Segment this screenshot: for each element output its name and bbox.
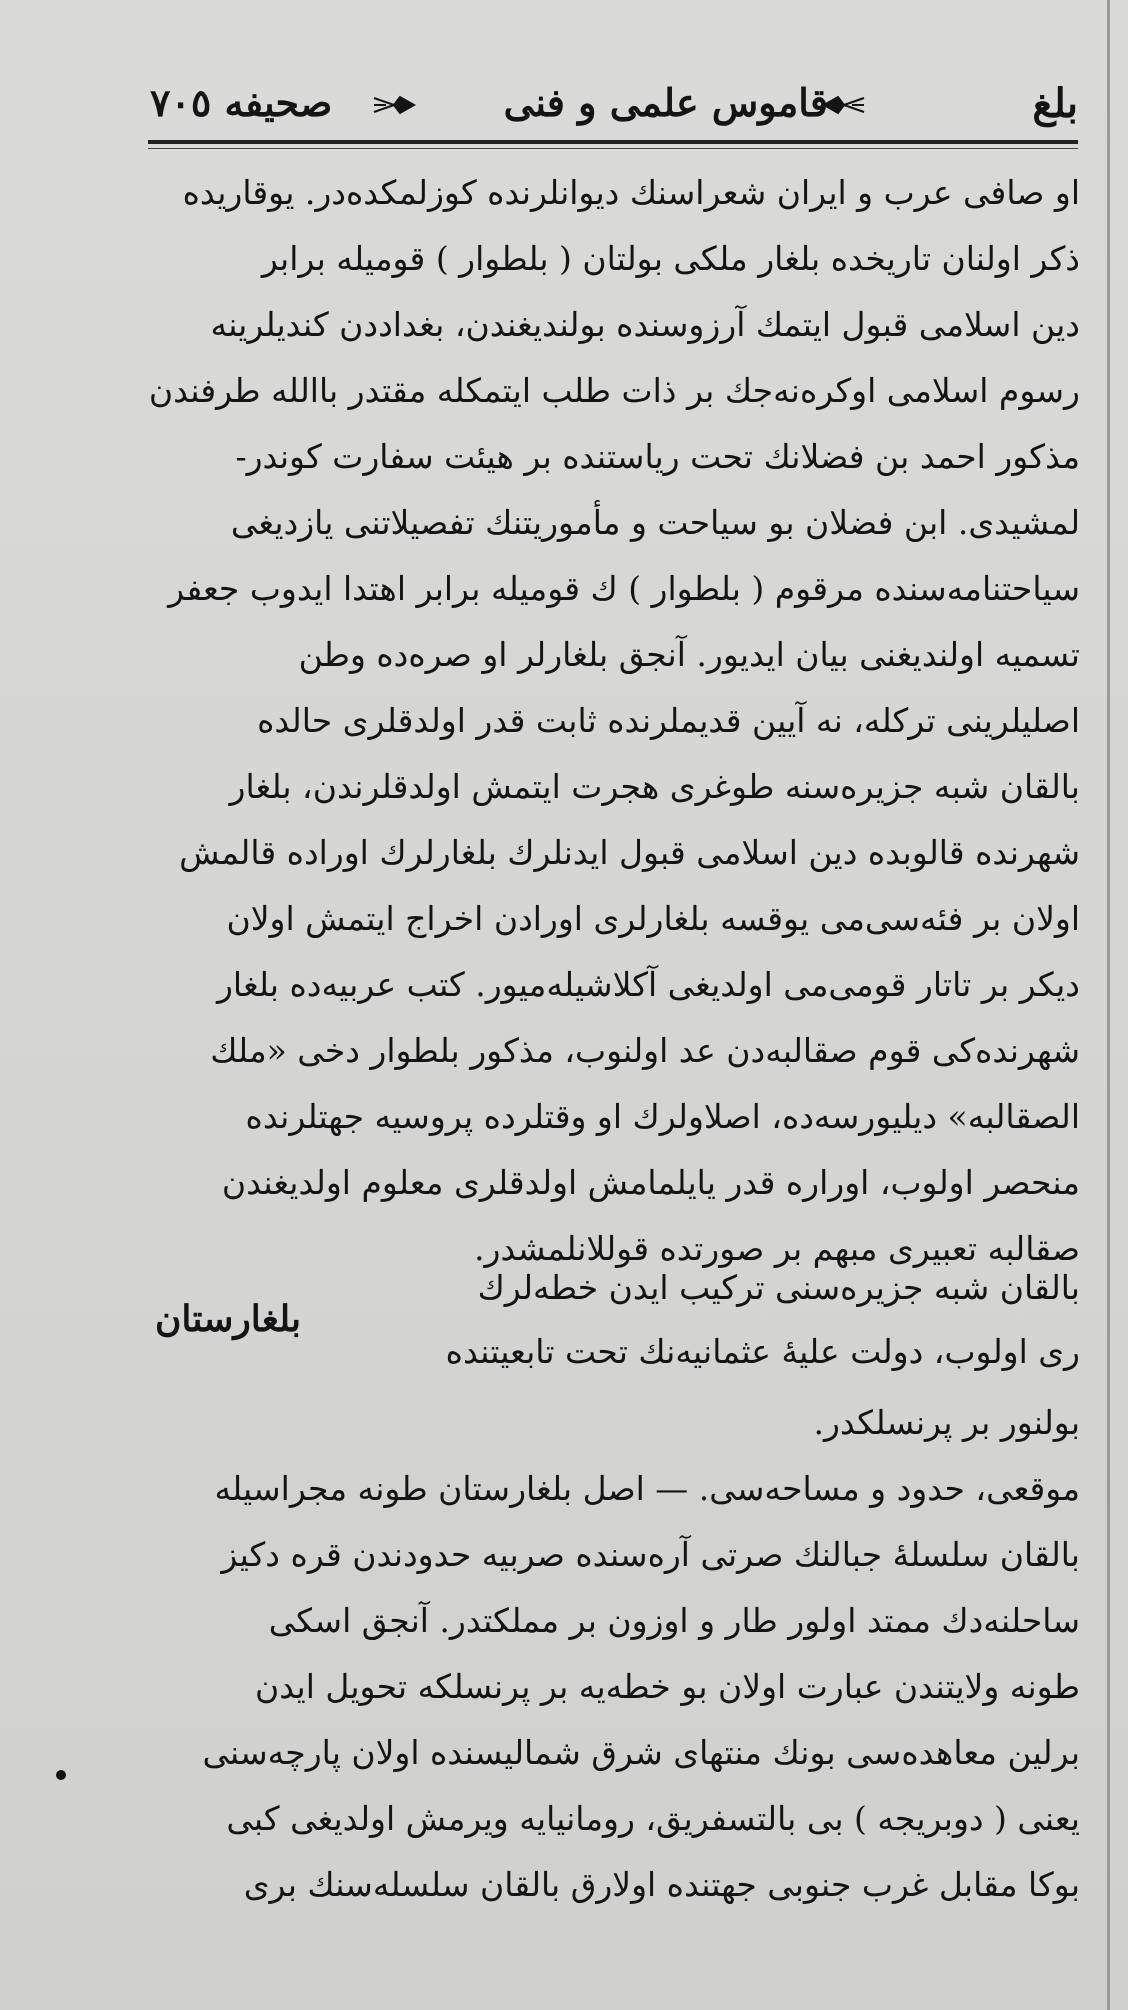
page-number: صحیفه ٧٠٥ [150,80,333,125]
text-line: یعنی ( دوبریجه ) بی بالتسفریق، رومانیایه ویرمش اولدیغی کبی [226,1799,1080,1838]
header-rule-thin [148,148,1078,149]
text-line: برلین معاهده‌سی بونك منتهای شرق شمالیسنده اولان پارچه‌سنی [202,1733,1080,1772]
header-title: قاموس علمی و فنی [503,80,828,125]
text-line: او صافی عرب و ایران شعراسنك دیوانلرنده کوزلمکده‌در. یوقاریده [182,173,1080,212]
text-line: طونه ولایتندن عبارت اولان بو خطه‌یه بر پرنسلکه تحویل ایدن [254,1667,1080,1706]
text-line: لمشیدی. ابن فضلان بو سیاحت و مأموریتنك تفصیلاتنی یازدیغی [230,503,1080,542]
text-line: ذکر اولنان تاریخده بلغار ملکی بولتان ( بلطوار ) قومیله برابر [261,239,1080,278]
text-line: ساحلنه‌دك ممتد اولور طار و اوزون بر مملکتدر. آنجق اسکی [268,1601,1080,1640]
section-heading: بلغارستان [154,1298,302,1340]
ink-spot [56,1770,66,1780]
text-line: موقعی، حدود و مساحه‌سی. — اصل بلغارستان طونه مجراسیله [214,1469,1080,1508]
text-line: بالقان سلسلهٔ جبالنك صرتی آره‌سنده صربیه حدودندن قره دکیز [221,1535,1080,1574]
text-line: شهرنده‌کی قوم صقالبه‌دن عد اولنوب، مذکور بلطوار دخی «ملك [210,1031,1080,1070]
text-line: بولنور بر پرنسلکدر. [813,1403,1080,1442]
text-line: مذکور احمد بن فضلانك تحت ریاستنده بر هیئت سفارت کوندر- [235,437,1080,476]
text-line: دیکر بر تاتار قومی‌می اولدیغی آکلاشیله‌میور. کتب عربیه‌ده بلغار [216,965,1080,1004]
page-header [150,80,1078,130]
section-body [148,1390,1080,1918]
page-edge [1107,0,1110,2010]
section-intro [340,1256,1080,1384]
text-line: منحصر اولوب، اوراره قدر یایلمامش اولدقلری معلوم اولدیغندن [221,1163,1080,1202]
text-line: صقالبه تعبیری مبهم بر صورتده قوللانلمشدر. [474,1229,1080,1268]
text-line: بالقان شبه جزیره‌سنی ترکیب ایدن خطه‌لرك [477,1268,1080,1307]
section-bulgaristan [148,1256,1080,1406]
text-line: اولان بر فئه‌سی‌می یوقسه بلغارلری اورادن اخراج ایتمش اولان [226,899,1080,938]
header-ornament-left-icon [372,94,416,116]
text-line: تسمیه اولندیغنی بیان ایدیور. آنجق بلغارلر او صره‌ده وطن [298,635,1080,674]
text-line: اصلیلرینی ترکله، نه آیین قدیملرنده ثابت قدر اولدقلری حالده [257,701,1080,740]
text-line: بوکا مقابل غرب جنوبی جهتنده اولارق بالقان سلسله‌سنك بری [243,1865,1080,1904]
text-line: سیاحتنامه‌سنده مرقوم ( بلطوار ) ك قومیله برابر اهتدا ایدوب جعفر [168,569,1080,608]
text-line: دین اسلامی قبول ایتمك آرزوسنده بولندیغندن، بغداددن کندیلرینه [210,305,1080,344]
text-line: الصقالبه» دیلیورسه‌ده، اصلاولرك او وقتلرده پروسیه جهتلرنده [245,1097,1080,1136]
text-line: شهرنده قالوبده دین اسلامی قبول ایدنلرك بلغارلرك اوراده قالمش [179,833,1080,872]
header-corner-word: بلغ [1032,80,1078,127]
article-body [148,160,1080,1282]
text-line: ری اولوب، دولت علیهٔ عثمانیه‌نك تحت تابعیتنده [445,1332,1080,1371]
text-line: رسوم اسلامی اوکره‌نه‌جك بر ذات طلب ایتمکله مقتدر باالله طرفندن [148,371,1080,410]
text-line: بالقان شبه جزیره‌سنه طوغری هجرت ایتمش اولدقلرندن، بلغار [229,767,1080,806]
header-ornament-right-icon [822,94,866,116]
header-rule [148,140,1078,144]
